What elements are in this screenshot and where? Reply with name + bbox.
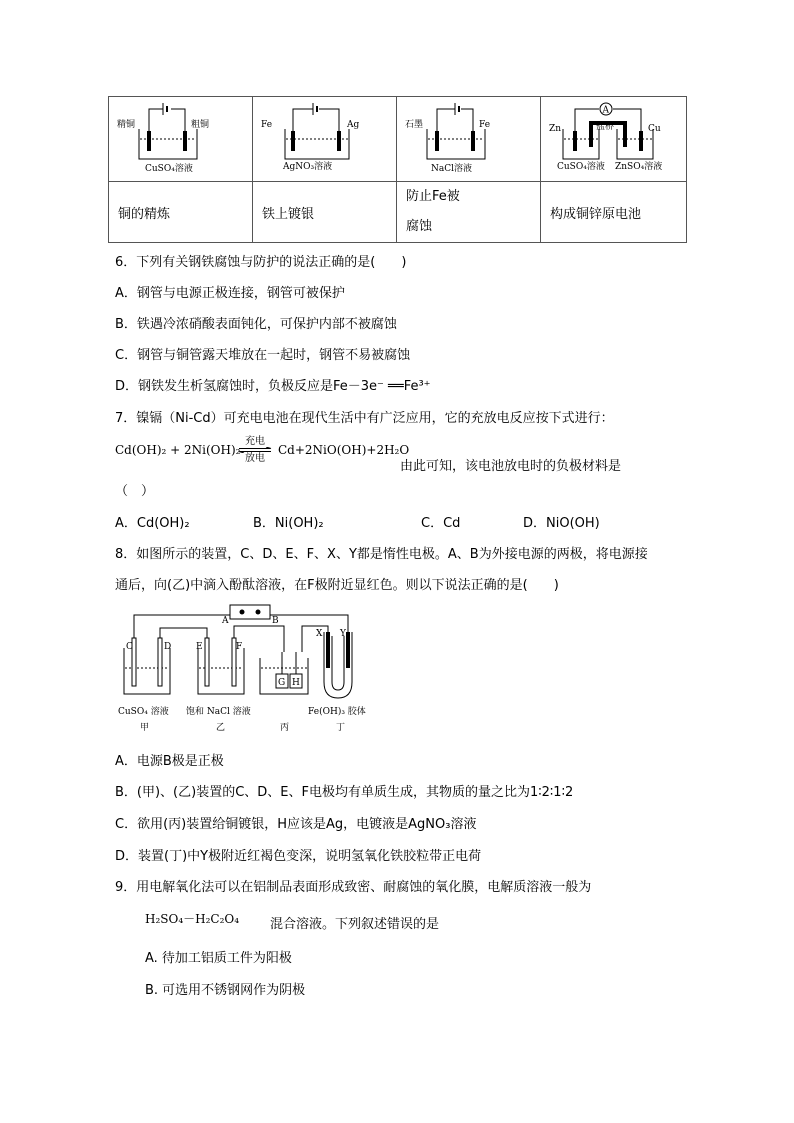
electrode-left-label: 精铜 [117, 120, 136, 130]
q7-stem: 7．镍镉（Ni-Cd）可充电电池在现代生活中有广泛应用，它的充放电反应按下式进行： [115, 411, 614, 426]
q6-option-c: C．钢管与铜管露天堆放在一起时，钢管不易被腐蚀 [115, 348, 411, 363]
plating-apparatus [253, 97, 397, 181]
q7-reversible-arrow [238, 436, 272, 464]
protection-apparatus [397, 97, 541, 181]
q7-equation-left: Cd(OH)₂ + 2Ni(OH)₂ [115, 443, 241, 457]
solution-label: CuSO₄溶液 [145, 164, 193, 174]
solution-left-label: CuSO₄溶液 [557, 162, 605, 172]
q7-equation-right: Cd+2NiO(OH)+2H₂O [278, 443, 410, 457]
q7-answer-paren: （ ） [115, 484, 155, 499]
electrode-left-label: Zn [549, 124, 562, 134]
q9-formula: H₂SO₄－H₂C₂O₄ [145, 912, 240, 926]
q7-option-c: C．Cd [421, 516, 461, 531]
q6-option-b: B．铁遇冷浓硝酸表面钝化，可保护内部不被腐蚀 [115, 317, 397, 332]
figure-cell-3 [397, 97, 541, 182]
electrode-c-label: C [126, 642, 133, 652]
electrode-right-label: Cu [648, 124, 661, 134]
q6-option-a: A．钢管与电源正极连接，钢管可被保护 [115, 286, 345, 301]
vessel-yi-label: 乙 [216, 723, 226, 733]
q9-stem: 9．用电解氧化法可以在铝制品表面形成致密、耐腐蚀的氧化膜，电解质溶液一般为 [115, 880, 592, 895]
nacl-label: 饱和 NaCl 溶液 [186, 707, 251, 717]
option-label-3-line2: 腐蚀 [406, 219, 433, 234]
pole-b-label: B [272, 616, 279, 626]
electrode-h-label: H [292, 678, 300, 688]
electrode-g-label: G [278, 678, 286, 688]
q7-option-b: B．Ni(OH)₂ [253, 516, 324, 531]
vessel-bing-label: 丙 [280, 723, 290, 733]
q7-discharge-label: 放电 [245, 453, 265, 464]
electrode-d-label: D [164, 642, 172, 652]
electrode-right-label: Ag [347, 120, 360, 130]
q7-charge-label: 充电 [245, 436, 265, 447]
q7-option-d: D．NiO(OH) [523, 516, 600, 531]
vessel-jia-label: 甲 [140, 723, 150, 733]
salt-bridge-label: 盐桥 [596, 122, 615, 132]
electrolysis-series-figure [112, 602, 382, 744]
electrode-left-label: Fe [261, 120, 273, 130]
power-supply-box [230, 605, 270, 619]
electrode-f-label: F [236, 642, 243, 652]
option-label-2: 铁上镀银 [253, 182, 397, 243]
q8-option-d: D．装置(丁)中Y极附近红褐色变深，说明氢氧化铁胶粒带正电荷 [115, 849, 482, 864]
q8-option-a: A．电源B极是正极 [115, 754, 224, 769]
q9-option-b: B. 可选用不锈钢网作为阴极 [145, 983, 306, 998]
figure-cell-2 [253, 97, 397, 182]
q9-option-a: A. 待加工铝质工件为阳极 [145, 951, 292, 966]
galvanic-cell-apparatus [541, 97, 687, 181]
pole-a-label: A [222, 616, 229, 626]
option-label-4: 构成铜锌原电池 [541, 182, 687, 243]
vessel-ding-label: 丁 [336, 723, 346, 733]
cuso4-label: CuSO₄ 溶液 [118, 707, 169, 717]
electrochem-options-table [108, 96, 687, 243]
ammeter-label: A [602, 105, 609, 116]
solution-label: AgNO₃溶液 [283, 162, 333, 172]
q7-option-a: A．Cd(OH)₂ [115, 516, 190, 531]
q8-option-b: B．(甲)、(乙)装置的C、D、E、F电极均有单质生成，其物质的量之比为1∶2∶1∶2 [115, 785, 574, 800]
option-label-3-line1: 防止Fe被 [406, 189, 460, 204]
colloid-label: Fe(OH)₃ 胶体 [308, 707, 366, 717]
solution-label: NaCl溶液 [431, 164, 473, 174]
q8-stem-line1: 8．如图所示的装置，C、D、E、F、X、Y都是惰性电极。A、B为外接电源的两极，将电源接 [115, 547, 648, 562]
electrode-y-label: Y [340, 629, 346, 639]
solution-right-label: ZnSO₄溶液 [615, 162, 663, 172]
q7-tail: 由此可知，该电池放电时的负极材料是 [400, 459, 622, 474]
figure-cell-4 [541, 97, 687, 182]
refining-apparatus [109, 97, 253, 181]
electrode-left-label: 石墨 [405, 120, 424, 130]
electrode-e-label: E [196, 642, 203, 652]
option-label-3 [397, 182, 541, 243]
electrode-right-label: Fe [479, 120, 491, 130]
q6-option-d: D．钢铁发生析氢腐蚀时，负极反应是Fe－3e⁻ ══Fe³⁺ [115, 379, 431, 394]
q9-tail: 混合溶液。下列叙述错误的是 [270, 917, 440, 932]
electrode-x-label: X [316, 629, 323, 639]
electrode-right-label: 粗铜 [191, 120, 210, 130]
q8-option-c: C．欲用(丙)装置给铜镀银，H应该是Ag，电镀液是AgNO₃溶液 [115, 817, 477, 832]
q8-stem-line2: 通后，向(乙)中滴入酚酞溶液，在F极附近显红色。则以下说法正确的是( ) [115, 578, 559, 593]
q6-stem: 6．下列有关钢铁腐蚀与防护的说法正确的是( ) [115, 255, 407, 270]
option-label-1: 铜的精炼 [109, 182, 253, 243]
figure-cell-1 [109, 97, 253, 182]
